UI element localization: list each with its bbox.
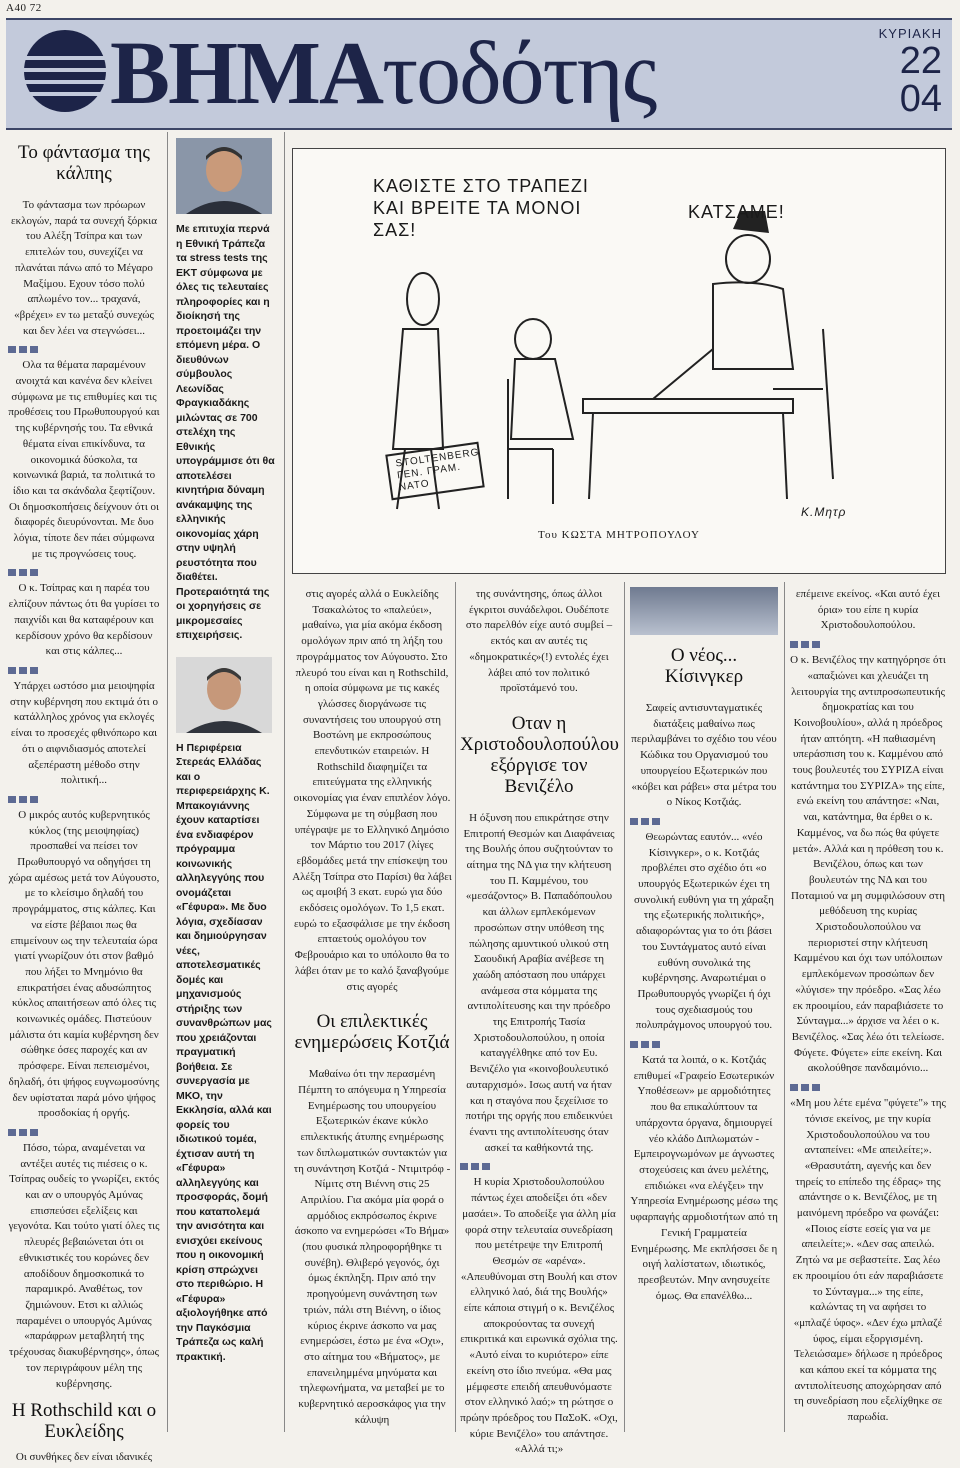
paragraph: της συνάντησης, όπως άλλοι έγκριτοι συνάδελφοι. Ουδέποτε στο παρελθόν είχε αυτό συμβεί – εκτός και αν αυτές τις «δημοκρατικές»(!) εντολές έχει λάβει από τον πολιτικό προϊστάμενό του. [465,588,613,695]
section-separator [790,1084,820,1091]
paragraph: Ο κ. Τσίπρας και η παρέα του ελπίζουν πάντως ότι θα γυρίσει το παιχνίδι και θα καταφέρουν και κερδίσουν χρόνο θα κερδίσουν και στις κάλπες... [8,582,160,658]
column-rule [784,582,785,1432]
column-2 [176,138,276,1366]
masthead-date-day: 22 [899,40,942,82]
paragraph: Πόσο, τώρα, αναμένεται να αντέξει αυτές τις πιέσεις ο κ. Τσίπρας ουδείς το γνωρίζει, εκτός και αν ο υπουργός Αμύνας επισπεύσει εξελίξεις και γεγονότα. Και τούτο γιατί όλες τις πλευρές βεβαιώνεται ότι οι εθνικιστικές του κορώνες δεν αποδίδουν δημοσκοπικά το παραμικρό. Αναθέτως, τον ζημιώνουν. Ετσι κι αλλιώς παραμένει ο υπουργός Αμύνας «παράφρων μεταβλητή της τρέχουσας διακυβέρνησης», όπως τον περιγράφουν μέλη της κυβέρνησης. [8,1141,160,1390]
paragraph: Η όξυνση που επικράτησε στην Επιτροπή Θεσμών και Διαφάνειας της Βουλής όπου συζητούνταν το αίτημα της ΝΔ για την κλήτευση του Π. Καμμένου, του «μεσάζοντος» Β. Παπαδόπουλου και άλλων εμπλεκόμενων προσώπων στην υπόθεση της πώλησης αμυντικού υλικού στη Σαουδική Αραβία ανέβεσε τη χαώδη απόσταση που υπάρχει ανάμεσα στα κόμματα της αντιπολίτευσης και την πρόεδρο της Επιτροπής Τασία Χριστοδουλοπούλου, η οποία καταγγέλθηκε από τον Ευ. Βενιζέλο για «κοινοβουλευτικό αυταρχισμό». Ισως αυτή να ήταν και η σταγόνα που ξεχείλισε το ποτήρι της οργής που επιδεικνύει έναντι της αντιπολίτευσης όταν ασκεί τα καθήκοντά της. [463,811,615,1154]
paragraph: Υπάρχει ωστόσο μια μειοψηφία στην κυβέρνηση που εκτιμά ότι ο κατάλληλος χρόνος για εκλογές είναι το προσεχές φθινόπωρο και ότι ο αιφνιδιασμός αποτελεί αξεπέραστη μέθοδο στην πολιτική... [9,679,158,787]
cartoonist-signature: Κ.Μητρ [801,505,847,519]
section-separator [8,346,38,353]
news-item-national-bank: Με επιτυχία περνά η Εθνική Τράπεζα τα stress tests της ΕΚΤ σύμφωνα με όλες τις τελευταίες πληροφορίες και η διοίκησή της προετοιμάζει την επόμενη μέρα. Ο διευθύνων σύμβουλος Λεωνίδας Φραγκιαδάκης μιλώντας σε 700 στελέχη της Εθνικής υπογράμμισε ότι θα αποτελέσει κινητήρια δύναμη ανάκαμψης της ελληνικής οικονομίας χάρη στην υψηλή ρευστότητα που διαθέτει. Προτεραιότητά της οι χορηγήσεις σε μικρομεσαίες επιχειρήσεις. [176,223,275,641]
column-rule [167,132,168,1432]
page-number: Α40 72 [6,2,42,14]
section-separator [630,1041,660,1048]
section-separator [790,641,820,648]
paragraph: Θεωρώντας εαυτόν... «νέο Κίσινγκερ», ο κ. Κοτζιάς προβλέπει στο σχέδιο ότι «ο υπουργός Εξωτερικών έχει τη συνολική ευθύνη για τη χάραξη της εξωτερικής πολιτικής», αδιαφορώντας για το ότι βάσει του Συντάγματος αυτό είναι ευθύνη συνολικά της κυβέρνησης. Αναρωτιέμαι ο Πρωθυπουργός γνωρίζει ή όχι τους σχεδιασμούς του πολυπράγμονος υπουργού του. [634,830,774,1032]
section-separator [8,1129,38,1136]
column-3 [292,587,452,1430]
paragraph: Ο κ. Βενιζέλος την κατηγόρησε ότι «απαξιώνει και χλευάζει τη λειτουργία της αντιπροσωπευτικής δημοκρατίας και του Κοινοβουλίου», αλλά η πρόεδρος ήταν απτόητη. «Η παθιασμένη υπεράσπιση του κ. Καμμένου από τους βουλευτές του ΣΥΡΙΖΑ είναι κατάντημα του ΣΥΡΙΖΑ» της είπε, ενώ εκείνη του απάντησε: «Ναι, ναι, κατάντημα, θα έρθει ο κ. Καμμένος, να δω πώς θα φύγετε μετά». Αλλά και η πρόθεση του κ. Βενιζέλου, όπως και των βουλευτών της ΝΔ και του Ποταμιού να μη συμφιλώσουν στη μεθόδευση της κυρίας Χριστοδουλοπούλου να περιοριστεί στην κλήτευση Καμμένου και όχι των υπόλοιπων εμπλεκόμενων προσώπων δεν «λύγισε» την πρόεδρο. «Σας λέω εκ προοιμίου, εάν παραβιάσετε το Σύνταγμα...» άρχισε να λέει ο κ. Βενιζέλος. «Σας λέω ότι τελείωσε. Φύγετε. Φύγετε» είπε εκείνη. Και ακολούθησε πανδαιμόνιο... [790,654,946,1075]
section-separator [8,796,38,803]
portrait-photo-1 [176,138,272,214]
headline-christodoulopoulou: Οταν η Χριστοδουλοπούλου εξόργισε τον Βενιζέλο [460,712,619,797]
portrait-2-icon [176,657,272,733]
section-separator [8,569,38,576]
masthead-title-word1: ΒΗΜΑ [110,24,382,123]
speech-bubble-1: ΚΑΘΙΣΤΕ ΣΤΟ ΤΡΑΠΕΖΙ ΚΑΙ ΒΡΕΙΤΕ ΤΑ ΜΟΝΟΙ ΣΑΣ! [373,176,589,240]
masthead-title [110,26,655,122]
column-rule [624,582,625,1432]
section-separator [630,818,660,825]
paragraph: Ο μικρός αυτός κυβερνητικός κύκλος (της μειοψηφίας) προσπαθεί να πείσει τον Πρωθυπουργό να οδηγήσει τη χώρα αμέσως μετά τον Αύγουστο, με το κλείσιμο δηλαδή του προγράμματος, στις κάλπες. Και να είστε βέβαιοι πως θα επιμείνουν ως την τελευταία ώρα γιατί γνωρίζουν ότι στον βαθμό που λήξει το Μνημόνιο θα επικρατήσει ένας αδυσώπητος κύκλος απαιτήσεων από όλες τις κοινωνικές ομάδες. Πιστεύουν μάλιστα ότι καμία κυβέρνηση δεν σώθηκε όσες παροχές και αν πρόσφερε. Είναι πεπεισμένοι, δηλαδή, ότι ψήφος ευγνωμοσύνης δεν υφίσταται παρά μόνο ψήφος προσδοκίας ή οργής. [8,808,160,1120]
briefcase-label: STOLTENBERG ΓΕΝ. ΓΡΑΜ. ΝΑΤΟ [394,446,481,494]
section-separator [460,1163,490,1170]
masthead-title-word2: τοδότης [381,24,656,123]
paragraph: Μαθαίνω ότι την περασμένη Πέμπτη το απόγευμα η Υπηρεσία Ενημέρωσης του υπουργείου Εξωτερικών έκανε κύκλο επιλεκτικής άτυπης ενημέρωσης των διπλωματικών συντακτών για τη συνάντηση Κοτζιά - Ντιμιτρόφ - Νίμιτς στη Βιέννη στις 25 Απριλίου. Για ακόμα μία φορά ο αρμόδιος εκπρόσωπος έκρινε άσκοπο να ενημερώσει «Το Βήμα» (που φυσικά πληροφορήθηκε τι συνέβη). Θλιβερό γεγονός, όχι όμως έκπληξη. Πριν από την προηγούμενη συνάντηση των τριών, πάλι στη Βιέννη, ο ίδιος κύριος έκρινε άσκοπο να μας ενημερώσει, έστω με ένα «Οχι», στο αίτημα του «Βήματος», με επανειλημμένα μηνύματα και τηλεφωνήματα, να μεταβεί με το κυβερνητικό αεροσκάφος για την κάλυψη [293,1068,451,1426]
column-rule [284,132,285,1432]
masthead [6,18,952,130]
paragraph: επέμεινε εκείνος. «Και αυτό έχει όρια» του είπε η κυρία Χριστοδουλοπούλου. [795,588,941,632]
paragraph: Κατά τα λοιπά, ο κ. Κοτζιάς επιθυμεί «Γραφείο Εσωτερικών Υποθέσεων» με αρμοδιότητες που θα επικαλύπτουν τα υπάρχοντα όργανα, δημιουργεί νέο κλάδο Διπλωματών - Εμπειρογνωμόνων με άγνωστες στοχεύσεις και άνευ μελέτης, επιδιώκει «να ελέγξει» την Υπηρεσία Ενημέρωσης μέσω της υφαρπαγής αρμοδιοτήτων από τη Γενική Γραμματεία Ενημέρωσης. Με εκπλήσσει δε η οιγή λαλίστατων, ιδιωτικός, πρεσβευτών. Μην ανησυχείτε όμως. Θα επανέλθω... [630,1054,778,1302]
paragraph: Το φάντασμα των πρόωρων εκλογών, παρά τα συνεχή ξόρκια του Αλέξη Τσίπρα και των επιτελών του, συνεχίζει να πλανάται πάνω από το Μέγαρο Μαξίμου. Εχουν τόσο πολύ απλωμένο τον... τραχανά, «βρέχει» εν τω μεταξύ συνεχώς και δεν λέει να στεγνώσει... [11,199,157,337]
head-profile-logo-icon [22,28,108,114]
headline-new-kissinger: Ο νέος... Κίσινγκερ [664,645,744,687]
paragraph: στις αγορές αλλά ο Ευκλείδης Τσακαλώτος το «παλεύει», μαθαίνω, για μία ακόμα έκδοση ομολόγων πριν από τη λήξη του προγράμματος τον Αύγουστο. Στο πλευρό του είναι και η Rothschild, η οποία σύμφωνα με τις κακές γλώσσες διοργάνωσε τις συναντήσεις του υπουργού στη Βοστώνη με εκπροσώπους επενδυτικών εταιρειών. Η Rothschild διαφημίζει τα επιτεύγματα της ελληνικής οικονομίας για έναν επιπλέον λόγο. Σύμφωνα με τη σύμβαση που υπέγραψε με το Ελληνικό Δημόσιο τον Μάρτιο του 2017 (λίγες εβδομάδες μετά την επίσκεψη του Αλέξη Τσίπρα στο Παρίσι) θα λάβει ως αμοιβή 3 εκατ. ευρώ για δύο εκδόσεις ομολόγων. Το 1,5 εκατ. ευρώ το εξασφάλισε με την έκδοση επταετούς ομολόγου τον Φεβρουάριο και το υπόλοιπο θα το λάβει όταν με το καλό ξαναβγούμε στις αγορές [292,588,452,993]
column-5 [630,587,778,1306]
speech-bubble-2: ΚΑΤΣΑΜΕ! [688,202,785,222]
masthead-date [900,42,942,118]
news-item-gefyra: Η Περιφέρεια Στερεάς Ελλάδας και ο περιφερειάρχης Κ. Μπακογιάννης έχουν καταρτίσει ένα ενδιαφέρον πρόγραμμα κοινωνικής αλληλεγγύης που ονομάζεται «Γέφυρα». Με δυο λόγια, σχεδίασαν και δημιούργησαν νέες, αποτελεσματικές δομές και μηχανισμούς στήριξης των συνανθρώπων μας που χρειάζονται πραγματική βοήθεια. Σε συνεργασία με ΜΚΟ, την Εκκλησία, αλλά και φορείς του ιδιωτικού τομέα, έχτισαν αυτή τη «Γέφυρα» αλληλεγγύης και προσφοράς, δομή που καταπολεμά την ανισότητα και ενισχύει εκείνους που η οικονομική κρίση σπρώχνει στο περιθώριο. Η «Γέφυρα» αξιολογήθηκε από την Παγκόσμια Τράπεζα ως καλή πρακτική. [176,741,272,1363]
cartoon-credit: Του ΚΩΣΤΑ ΜΗΤΡΟΠΟΥΛΟΥ [538,529,700,541]
paragraph: Οι συνθήκες δεν είναι ιδανικές [15,1451,153,1464]
column-4 [460,587,618,1460]
portrait-1-icon [176,138,272,214]
column-6 [790,587,946,1428]
sky-photo-strip [630,587,778,635]
paragraph: Ολα τα θέματα παραμένουν ανοιχτά και κανένα δεν κλείνει σύμφωνα με τις επιθυμίες και τις προθέσεις του Πρωθυπουργού και της κυβέρνησής του. Τα εθνικά θέματα είναι επικίνδυνα, τα οικονομικά δύσκολα, τα κοινωνικά βαριά, τα πολιτικά το ίδιο και τα σκάνδαλα ξεφτίζουν. Οι δημοσκοπήσεις δείχνουν ότι οι διαφορές διευρύνονται. Με δυο λόγια, τίποτε δεν πάει σύμφωνα με τις προγνώσεις τους. [8,359,160,560]
column-rule [455,582,456,1432]
paragraph: «Μη μου λέτε εμένα "φύγετε"» της τόνισε εκείνος, με την κυρία Χριστοδουλοπούλου να του ανταπείνει: «Με απειλείτε;». «Θρασυτάτη, αγενής και δεν τηρείς το επίπεδο της έδρας» της απάντησε ο κ. Βενιζέλος, με τη μαινόμενη πρόεδρο να φωνάζει: «Ποιος είστε εσείς για να με απειλείτε;». «Δεν σας απειλώ. Ζητώ να με σεβαστείτε. Σας λέω εκ προοιμίου ότι εάν παραβιάσετε το Σύνταγμα...» της είπε, καλώντας τη να αφήσει το «μπλαζέ ύφος». «Δεν έχω μπλαζέ ύφος, είμαι εξοργισμένη. Τελειώσαμε» δήλωσε η πρόεδρος και κάπου εκεί τα κόμματα της αντιπολίτευσης αποχώρησαν από τη συνεδρίαση που εξελίχθηκε σε παρωδία. [790,1097,946,1424]
masthead-day: ΚΥΡΙΑΚΗ [878,26,942,41]
paragraph: Η κυρία Χριστοδουλοπούλου πάντως έχει αποδείξει ότι «δεν μασάει». Το αποδείξε για άλλη μία φορά στην τελευταία συνεδρίαση που μετέτρεψε την Επιτροπή Θεσμών σε «αρένα». «Απευθύνομαι στη Βουλή και στον ελληνικό λαό, διά της Βουλής» είπε κάποια στιγμή ο κ. Βενιζέλος αποκρούοντας τα συνεχή επικριτικά και ειρωνικά σχόλια της. «Αυτό είναι το κυριότερο» είπε εκείνη στο ίδιο πνεύμα. «Θα μας μέμφεστε επειδή απευθυνόμαστε στον ελληνικό λαό;» τη ρώτησε ο πρώην πρόεδρος του ΠαΣοΚ. «Οχι, κύριε Βενιζέλο» του απάντησε. «Αλλά τι;» [460,1176,618,1456]
portrait-photo-2 [176,657,272,733]
section-separator [8,667,38,674]
headline-selective-briefings: Οι επιλεκτικές ενημερώσεις Κοτζιά [294,1011,450,1054]
column-1 [8,138,160,1468]
headline-rothschild: Η Rothschild και ο Ευκλείδης [11,1400,157,1443]
paragraph: Σαφείς αντισυνταγματικές διατάξεις μαθαίνω πως περιλαμβάνει το σχέδιο του νέου Κώδικα του Οργανισμού του υπουργείου Εξωτερικών που «κόβει και ράβει» στα μέτρα του ο Νίκος Κοτζιάς. [631,702,777,809]
masthead-date-month: 04 [899,78,942,120]
headline-ghost-of-ballot: Το φάντασμα της κάλπης [18,142,150,184]
editorial-cartoon [292,148,946,574]
